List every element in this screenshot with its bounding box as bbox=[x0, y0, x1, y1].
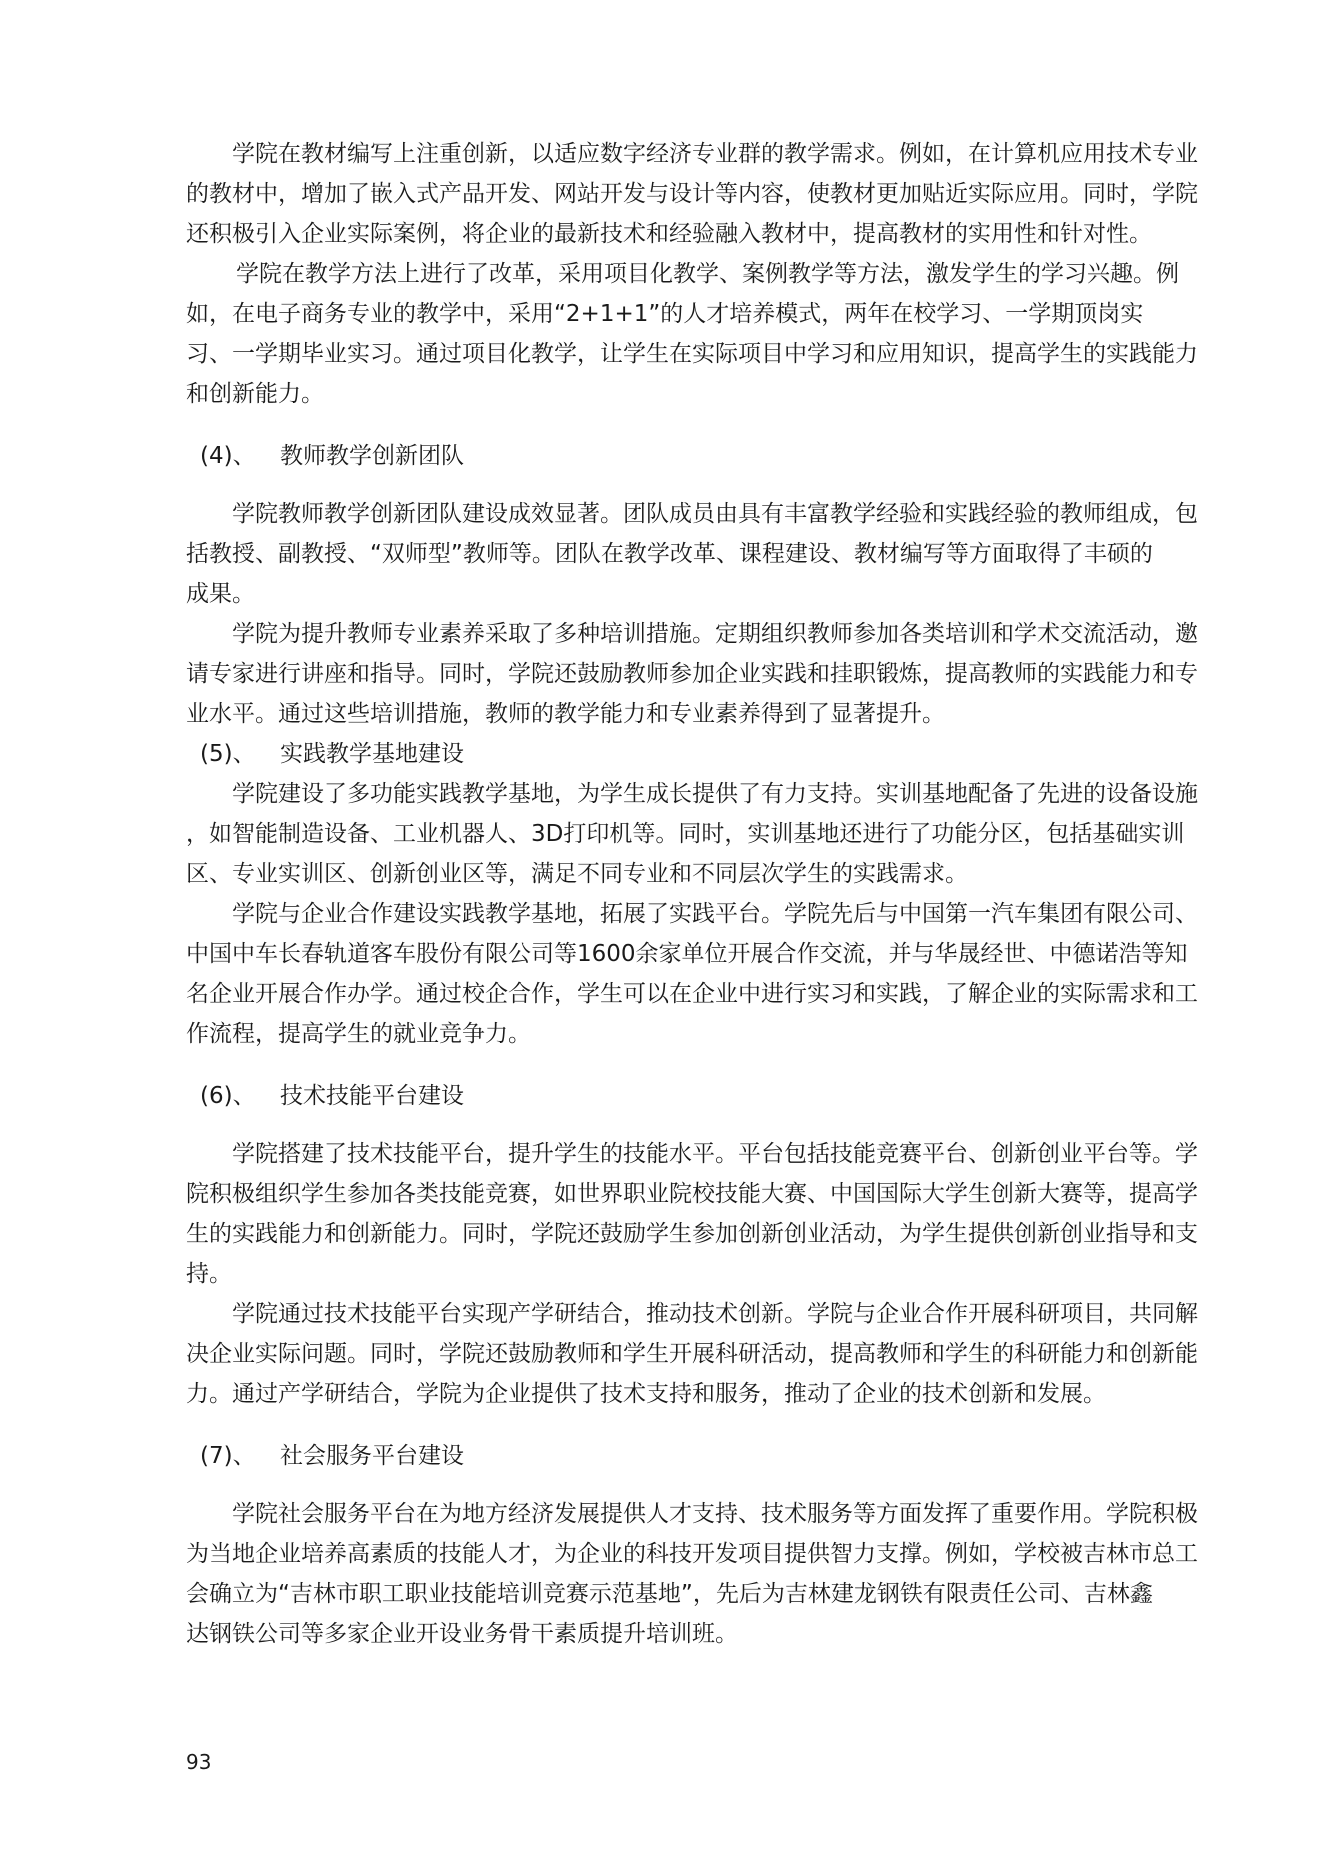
text-line: 的教材中，增加了嵌入式产品开发、网站开发与设计等内容，使教材更加贴近实际应用。同时，学院 bbox=[186, 181, 1198, 207]
paragraph bbox=[186, 1134, 1198, 1294]
text-line: 为当地企业培养高素质的技能人才，为企业的科技开发项目提供智力支撑。例如，学校被吉林市总工 bbox=[186, 1541, 1198, 1567]
text-line: 决企业实际问题。同时，学院还鼓励教师和学生开展科研活动，提高教师和学生的科研能力和创新能 bbox=[186, 1341, 1198, 1367]
paragraph bbox=[186, 774, 1198, 894]
text-line: 作流程，提高学生的就业竞争力。 bbox=[186, 1021, 531, 1047]
text-line: 还积极引入企业实际案例，将企业的最新技术和经验融入教材中，提高教材的实用性和针对性。 bbox=[186, 221, 1152, 247]
text-line: ，如智能制造设备、工业机器人、3D打印机等。同时，实训基地还进行了功能分区，包括基础实训 bbox=[186, 821, 1185, 847]
page-number: 93 bbox=[186, 1750, 212, 1774]
text-line: 达钢铁公司等多家企业开设业务骨干素质提升培训班。 bbox=[186, 1621, 738, 1647]
text-line: 学院搭建了技术技能平台，提升学生的技能水平。平台包括技能竞赛平台、创新创业平台等。学 bbox=[232, 1141, 1198, 1167]
text-line: 生的实践能力和创新能力。同时，学院还鼓励学生参加创新创业活动，为学生提供创新创业指导和支 bbox=[186, 1221, 1198, 1247]
section-number: (7)、 bbox=[200, 1443, 256, 1469]
text-line: 学院在教材编写上注重创新，以适应数字经济专业群的教学需求。例如，在计算机应用技术专业 bbox=[232, 141, 1198, 167]
section-title: 教师教学创新团队 bbox=[280, 443, 464, 469]
text-line: 学院通过技术技能平台实现产学研结合，推动技术创新。学院与企业合作开展科研项目，共同解 bbox=[232, 1301, 1198, 1327]
text-line: 学院社会服务平台在为地方经济发展提供人才支持、技术服务等方面发挥了重要作用。学院积极 bbox=[232, 1501, 1198, 1527]
document-body bbox=[186, 134, 1198, 1654]
section-title: 社会服务平台建设 bbox=[280, 1443, 464, 1469]
section-title: 实践教学基地建设 bbox=[280, 741, 464, 767]
section-heading bbox=[186, 734, 1146, 774]
text-line: 学院与企业合作建设实践教学基地，拓展了实践平台。学院先后与中国第一汽车集团有限公司、 bbox=[232, 901, 1198, 927]
text-line: 习、一学期毕业实习。通过项目化教学，让学生在实际项目中学习和应用知识，提高学生的实践能力 bbox=[186, 341, 1198, 367]
text-line: 括教授、副教授、“双师型”教师等。团队在教学改革、课程建设、教材编写等方面取得了丰硕的 bbox=[186, 541, 1153, 567]
text-line: 会确立为“吉林市职工职业技能培训竞赛示范基地”，先后为吉林建龙钢铁有限责任公司、吉林鑫 bbox=[186, 1581, 1153, 1607]
text-line: 中国中车长春轨道客车股份有限公司等1600余家单位开展合作交流，并与华晟经世、中德诺浩等知 bbox=[186, 941, 1188, 967]
text-line: 学院在教学方法上进行了改革，采用项目化教学、案例教学等方法，激发学生的学习兴趣。例 bbox=[236, 261, 1179, 287]
section-heading bbox=[186, 436, 1146, 476]
text-line: 力。通过产学研结合，学院为企业提供了技术支持和服务，推动了企业的技术创新和发展。 bbox=[186, 1381, 1106, 1407]
text-line: 请专家进行讲座和指导。同时，学院还鼓励教师参加企业实践和挂职锻炼，提高教师的实践能力和专 bbox=[186, 661, 1198, 687]
section-heading bbox=[186, 1076, 1146, 1116]
text-line: 名企业开展合作办学。通过校企合作，学生可以在企业中进行实习和实践，了解企业的实际需求和工 bbox=[186, 981, 1198, 1007]
paragraph bbox=[186, 614, 1198, 734]
paragraph bbox=[186, 494, 1198, 614]
text-line: 学院为提升教师专业素养采取了多种培训措施。定期组织教师参加各类培训和学术交流活动，邀 bbox=[232, 621, 1198, 647]
paragraph bbox=[186, 134, 1198, 254]
text-line: 如，在电子商务专业的教学中，采用“2+1+1”的人才培养模式，两年在校学习、一学期顶岗实 bbox=[186, 301, 1144, 327]
text-line: 院积极组织学生参加各类技能竞赛，如世界职业院校技能大赛、中国国际大学生创新大赛等，提高学 bbox=[186, 1181, 1198, 1207]
section-title: 技术技能平台建设 bbox=[280, 1083, 464, 1109]
text-line: 持。 bbox=[186, 1261, 232, 1287]
paragraph bbox=[186, 1494, 1198, 1654]
text-line: 区、专业实训区、创新创业区等，满足不同专业和不同层次学生的实践需求。 bbox=[186, 861, 968, 887]
paragraph bbox=[186, 1294, 1198, 1414]
paragraph bbox=[186, 254, 1198, 414]
text-line: 学院教师教学创新团队建设成效显著。团队成员由具有丰富教学经验和实践经验的教师组成，包 bbox=[232, 501, 1198, 527]
section-number: (4)、 bbox=[200, 443, 256, 469]
section-heading bbox=[186, 1436, 1146, 1476]
text-line: 和创新能力。 bbox=[186, 381, 324, 407]
section-number: (5)、 bbox=[200, 741, 256, 767]
text-line: 业水平。通过这些培训措施，教师的教学能力和专业素养得到了显著提升。 bbox=[186, 701, 945, 727]
paragraph bbox=[186, 894, 1198, 1054]
text-line: 学院建设了多功能实践教学基地，为学生成长提供了有力支持。实训基地配备了先进的设备设施 bbox=[232, 781, 1198, 807]
section-number: (6)、 bbox=[200, 1083, 256, 1109]
text-line: 成果。 bbox=[186, 581, 255, 607]
